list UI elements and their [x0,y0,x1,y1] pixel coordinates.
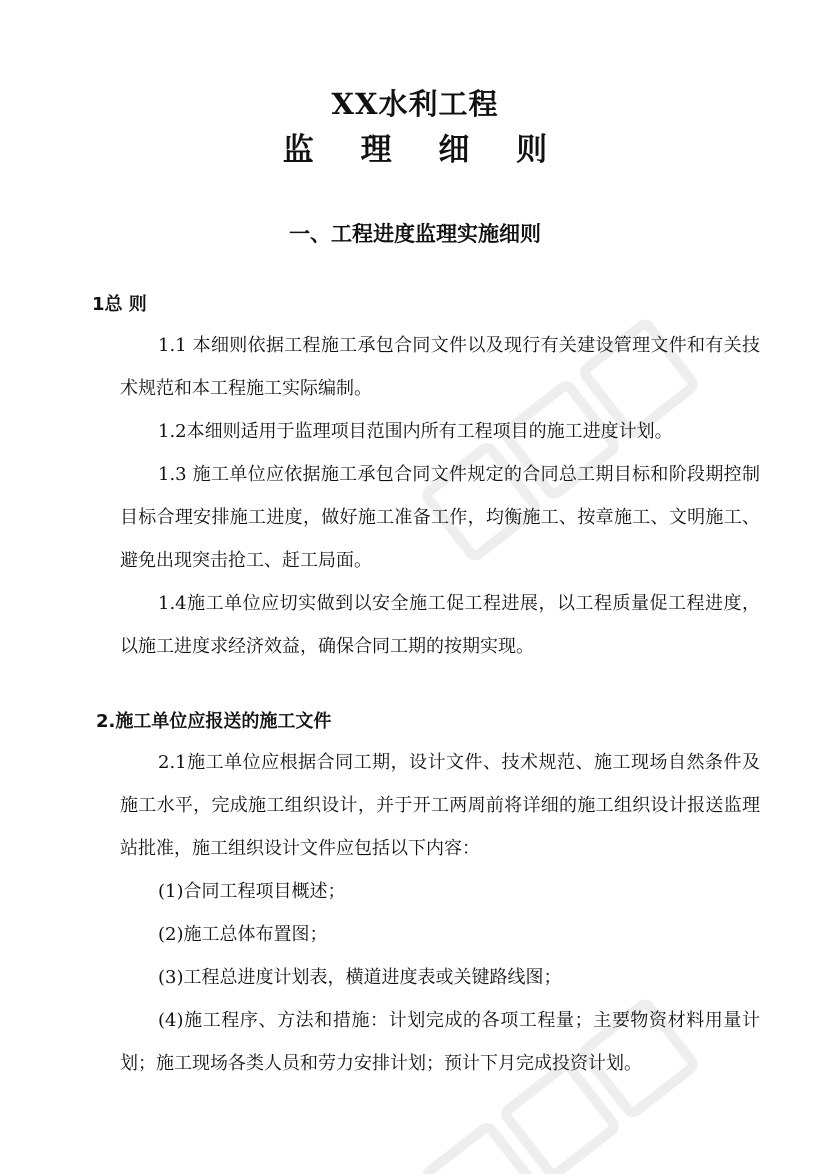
list-item: (3)工程总进度计划表，横道进度表或关键路线图； [158,967,562,988]
section-1-heading: 1总 则 [92,294,147,315]
paragraph-1-3: 1.3 施工单位应依据施工承包合同文件规定的合同总工期目标和阶段期控制目标合理安排施工进度，做好施工准备工作，均衡施工、按章施工、文明施工、避免出现突击抢工、赶工局面。 [120,464,760,571]
document-title-type: 监 理 细 则 [282,132,566,168]
paragraph-1-1: 1.1 本细则依据工程施工承包合同文件以及现行有关建设管理文件和有关技术规范和本工程施工实际编制。 [120,335,760,399]
paragraph-1-4: 1.4施工单位应切实做到以安全施工促工程进展，以工程质量促工程进度，以施工进度求经济效益，确保合同工期的按期实现。 [120,593,760,657]
paragraph-2-1: 2.1施工单位应根据合同工期，设计文件、技术规范、施工现场自然条件及施工水平，完成施工组织设计，并于开工两周前将详细的施工组织设计报送监理站批准，施工组织设计文件应包括以下内容： [120,752,760,859]
main-heading: 一、工程进度监理实施细则 [289,222,541,246]
list-item: (4)施工程序、方法和措施：计划完成的各项工程量；主要物资材料用量计划；施工现场各类人员和劳力安排计划；预计下月完成投资计划。 [120,1010,760,1074]
list-item: (1)合同工程项目概述； [158,881,346,902]
section-2-heading: 2.施工单位应报送的施工文件 [96,711,332,732]
list-item: (2)施工总体布置图； [158,924,328,945]
paragraph-1-2: 1.2本细则适用于监理项目范围内所有工程项目的施工进度计划。 [158,421,673,442]
document-title-project: XX水利工程 [331,87,499,121]
